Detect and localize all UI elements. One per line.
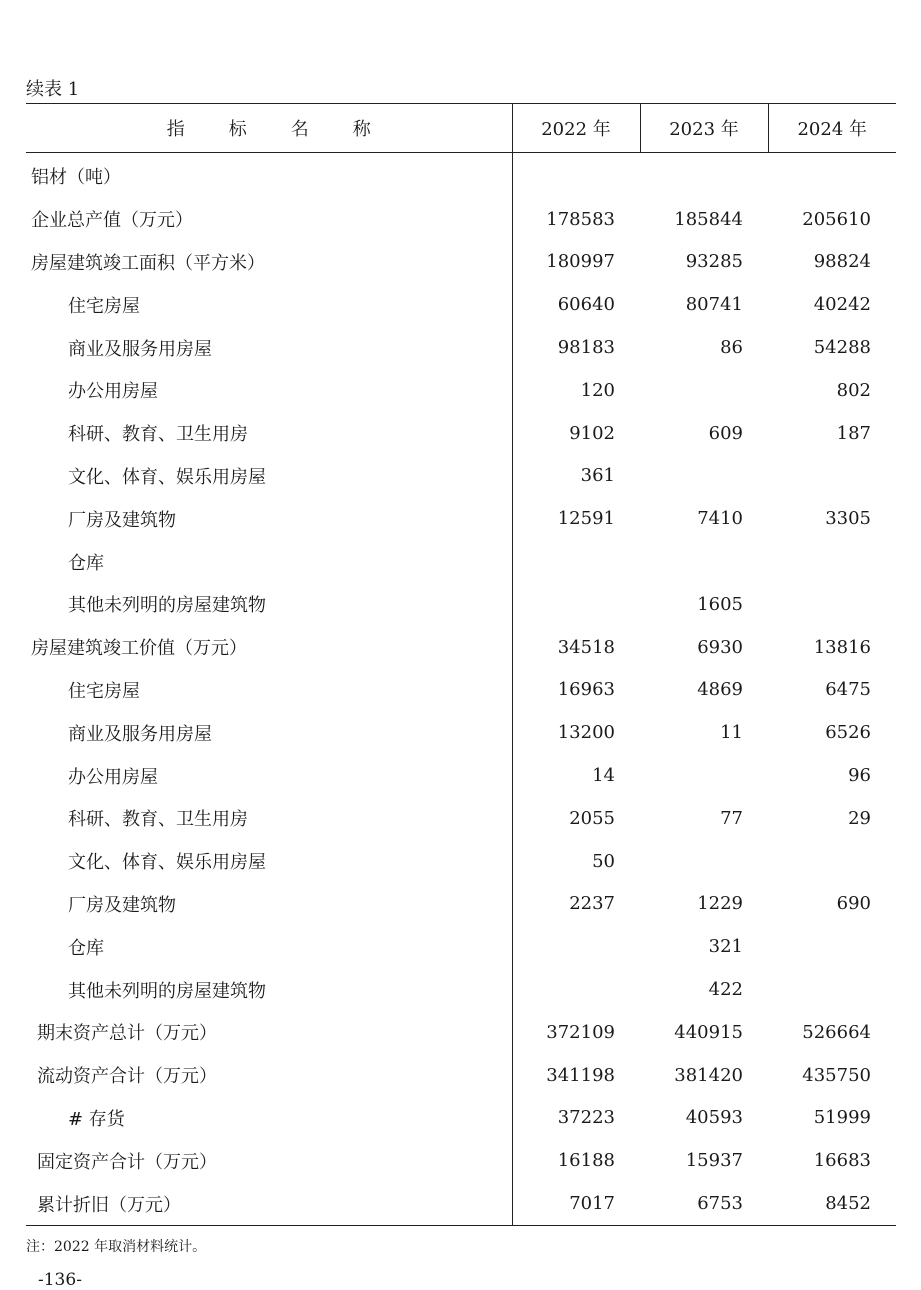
header-row — [26, 104, 896, 153]
table-row — [26, 540, 896, 583]
table-row — [26, 711, 896, 754]
cell-value-2022: 98183 — [512, 326, 640, 369]
row-indicator-name: 文化、体育、娱乐用房屋 — [68, 852, 266, 874]
cell-value-2023: 4869 — [697, 679, 743, 701]
cell-value-2023: 6753 — [640, 1182, 768, 1225]
row-indicator-name: 流动资产合计（万元） — [37, 1066, 217, 1088]
cell-value-2024: 51999 — [813, 1107, 871, 1129]
table-row — [26, 925, 896, 968]
cell-value-2024: 187 — [836, 422, 871, 444]
cell-value-2022: 120 — [512, 369, 640, 412]
cell-value-2023: 15937 — [685, 1150, 743, 1172]
cell-value-2024: 8452 — [768, 1182, 896, 1225]
table-row — [26, 883, 896, 926]
cell-value-2024: 96 — [848, 765, 871, 787]
cell-value-2023: 609 — [708, 422, 743, 444]
cell-value-2022: 180997 — [512, 241, 640, 284]
table-row — [26, 1182, 896, 1225]
cell-value-2023: 381420 — [674, 1064, 743, 1086]
cell-value-2023: 86 — [720, 337, 743, 359]
cell-value-2023: 321 — [708, 936, 743, 958]
cell-value-2024: 802 — [836, 379, 871, 401]
cell-value-2024: 3305 — [825, 508, 871, 530]
table-row — [26, 626, 896, 669]
header-char: 称 — [352, 119, 371, 140]
table-row — [26, 153, 896, 198]
cell-value-2023: 7410 — [697, 508, 743, 530]
row-indicator-name: 其他未列明的房屋建筑物 — [68, 980, 266, 1002]
cell-value-2023: 185844 — [674, 208, 743, 230]
table-row — [26, 369, 896, 412]
cell-value-2024: 435750 — [802, 1064, 871, 1086]
header-indicator-name — [26, 104, 512, 153]
statistics-table — [26, 103, 896, 1226]
header-char: 名 — [290, 119, 309, 140]
page-number: -136- — [38, 1270, 82, 1290]
cell-value-2022 — [512, 540, 640, 583]
cell-value-2022: 372109 — [512, 1011, 640, 1054]
table-row — [26, 1097, 896, 1140]
cell-value-2022: 16188 — [512, 1139, 640, 1182]
table-row — [26, 198, 896, 241]
statistics-table-container — [26, 103, 895, 1226]
cell-value-2022: 2055 — [512, 797, 640, 840]
table-row — [26, 326, 896, 369]
cell-value-2022: 361 — [512, 455, 640, 498]
table-row — [26, 455, 896, 498]
row-indicator-name: 科研、教育、卫生用房 — [68, 424, 248, 446]
table-row — [26, 412, 896, 455]
table-row — [26, 241, 896, 284]
table-header — [26, 104, 896, 153]
cell-value-2023: 11 — [720, 722, 743, 744]
row-indicator-name: 铝材（吨） — [31, 167, 121, 189]
row-indicator-name: 文化、体育、娱乐用房屋 — [68, 466, 266, 488]
table-row — [26, 754, 896, 797]
table-row — [26, 840, 896, 883]
cell-value-2022: 12591 — [512, 497, 640, 540]
row-indicator-name: 仓库 — [68, 937, 104, 959]
table-row — [26, 283, 896, 326]
cell-value-2022 — [512, 968, 640, 1011]
row-indicator-name: 住宅房屋 — [68, 680, 140, 702]
cell-value-2022: 178583 — [512, 198, 640, 241]
cell-value-2023 — [640, 153, 768, 198]
cell-value-2024 — [768, 968, 896, 1011]
cell-value-2023: 93285 — [685, 251, 743, 273]
cell-value-2023 — [640, 455, 768, 498]
row-indicator-name: 科研、教育、卫生用房 — [68, 809, 248, 831]
row-indicator-name: 房屋建筑竣工价值（万元） — [31, 638, 247, 660]
cell-value-2023 — [640, 540, 768, 583]
table-row — [26, 583, 896, 626]
cell-value-2024: 29 — [848, 807, 871, 829]
row-indicator-name: 期末资产总计（万元） — [37, 1023, 217, 1045]
table-note: 注：2022 年取消材料统计。 — [26, 1239, 207, 1255]
table-row — [26, 1054, 896, 1097]
row-indicator-name: 房屋建筑竣工面积（平方米） — [31, 252, 265, 274]
cell-value-2022: 13200 — [512, 711, 640, 754]
cell-value-2022: 60640 — [512, 283, 640, 326]
header-year-2024: 2024 年 — [768, 104, 896, 153]
table-row — [26, 797, 896, 840]
table-caption: 续表 1 — [26, 79, 80, 100]
cell-value-2022: 37223 — [512, 1097, 640, 1140]
header-year-2023: 2023 年 — [640, 104, 768, 153]
cell-value-2022 — [512, 925, 640, 968]
table-row — [26, 497, 896, 540]
table-row — [26, 1011, 896, 1054]
cell-value-2024: 16683 — [813, 1150, 871, 1172]
cell-value-2022: 7017 — [512, 1182, 640, 1225]
cell-value-2024: 40242 — [813, 294, 871, 316]
cell-value-2023: 422 — [708, 979, 743, 1001]
cell-value-2024: 54288 — [813, 337, 871, 359]
cell-value-2023: 77 — [720, 807, 743, 829]
cell-value-2023: 40593 — [685, 1107, 743, 1129]
row-indicator-name: 住宅房屋 — [68, 295, 140, 317]
cell-value-2023 — [640, 754, 768, 797]
cell-value-2024 — [768, 840, 896, 883]
cell-value-2022: 341198 — [512, 1054, 640, 1097]
cell-value-2023 — [640, 369, 768, 412]
cell-value-2022 — [512, 153, 640, 198]
table-row — [26, 669, 896, 712]
row-indicator-name: 商业及服务用房屋 — [68, 338, 212, 360]
row-indicator-name: 企业总产值（万元） — [31, 210, 193, 232]
cell-value-2022: 2237 — [512, 883, 640, 926]
table-row — [26, 1139, 896, 1182]
cell-value-2024: 526664 — [802, 1021, 871, 1043]
cell-value-2024: 98824 — [813, 251, 871, 273]
row-indicator-name: 厂房及建筑物 — [68, 894, 176, 916]
cell-value-2024 — [768, 153, 896, 198]
row-indicator-name: 固定资产合计（万元） — [37, 1151, 217, 1173]
cell-value-2024 — [768, 455, 896, 498]
cell-value-2022: 16963 — [512, 669, 640, 712]
table-body — [26, 153, 896, 1226]
row-indicator-name: 办公用房屋 — [68, 766, 158, 788]
header-char: 标 — [228, 119, 247, 140]
row-indicator-name: 累计折旧（万元） — [26, 1182, 512, 1225]
cell-value-2023: 1229 — [697, 893, 743, 915]
row-indicator-name: 商业及服务用房屋 — [68, 723, 212, 745]
cell-value-2024: 6526 — [825, 722, 871, 744]
cell-value-2022: 9102 — [512, 412, 640, 455]
cell-value-2024: 205610 — [802, 208, 871, 230]
cell-value-2022: 34518 — [512, 626, 640, 669]
row-indicator-name: 其他未列明的房屋建筑物 — [68, 595, 266, 617]
row-indicator-name: 办公用房屋 — [68, 381, 158, 403]
cell-value-2024 — [768, 583, 896, 626]
header-char: 指 — [166, 119, 185, 140]
cell-value-2024: 6475 — [825, 679, 871, 701]
cell-value-2023: 6930 — [697, 636, 743, 658]
row-indicator-name: 厂房及建筑物 — [68, 509, 176, 531]
row-indicator-name: # 存货 — [68, 1108, 125, 1130]
cell-value-2023 — [640, 840, 768, 883]
cell-value-2024 — [768, 540, 896, 583]
table-row — [26, 968, 896, 1011]
row-indicator-name: 仓库 — [68, 552, 104, 574]
header-year-2022: 2022 年 — [512, 104, 640, 153]
cell-value-2022: 14 — [512, 754, 640, 797]
cell-value-2024 — [768, 925, 896, 968]
cell-value-2024: 690 — [836, 893, 871, 915]
cell-value-2024: 13816 — [813, 636, 871, 658]
cell-value-2023: 1605 — [697, 593, 743, 615]
cell-value-2023: 80741 — [685, 294, 743, 316]
cell-value-2023: 440915 — [674, 1021, 743, 1043]
cell-value-2022: 50 — [512, 840, 640, 883]
cell-value-2022 — [512, 583, 640, 626]
